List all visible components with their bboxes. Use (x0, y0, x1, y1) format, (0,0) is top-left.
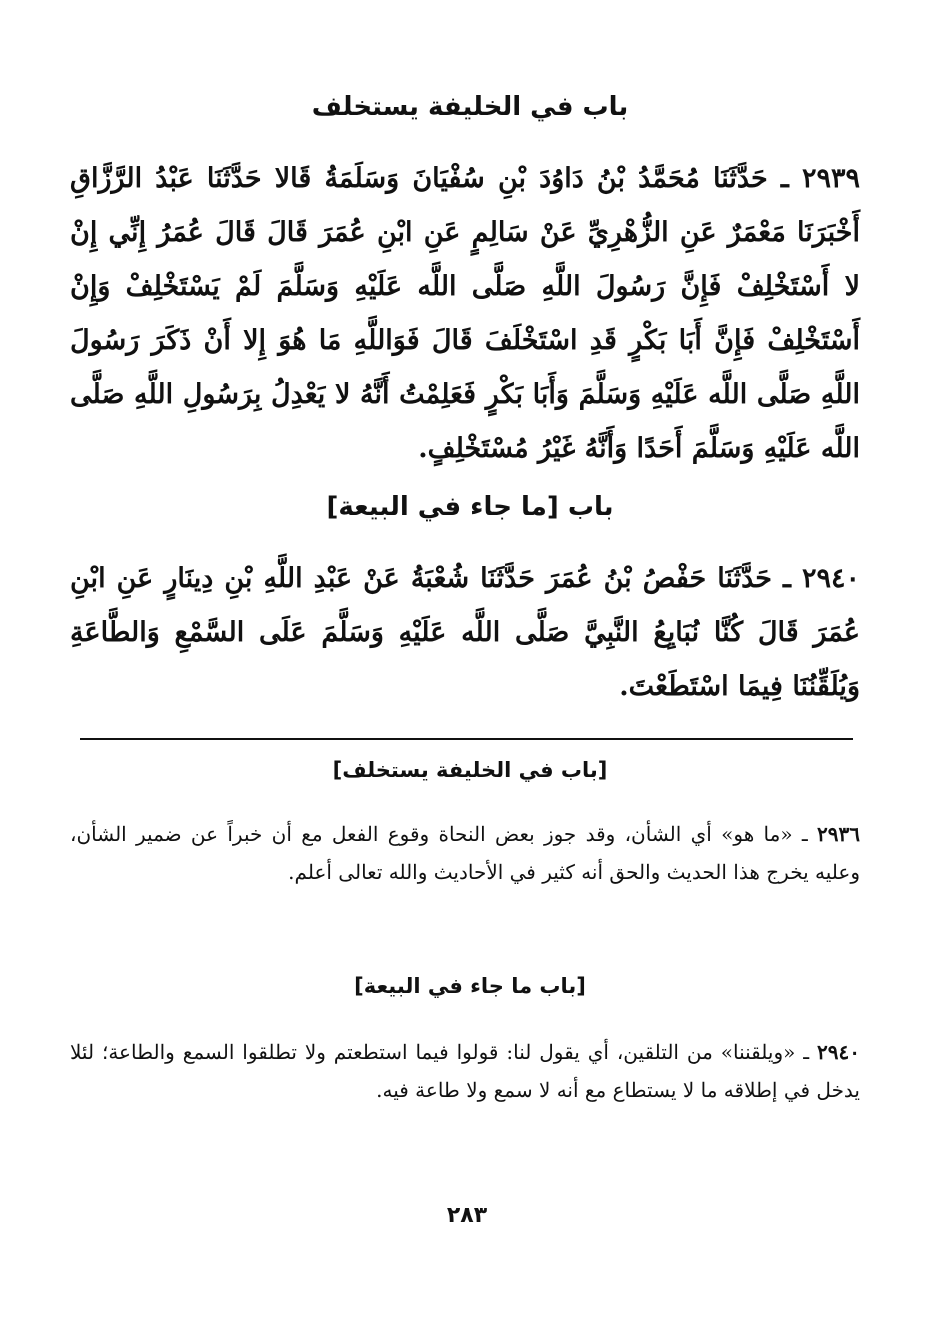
page-number: ٢٨٣ (446, 1203, 488, 1228)
note-2940 (70, 1033, 860, 1109)
hadith-number: ٢٩٣٩ (802, 163, 861, 194)
footnote-divider (80, 738, 853, 740)
note-2936 (70, 815, 860, 891)
note-number: ٢٩٣٦ (817, 822, 860, 846)
hadith-text: ـ حَدَّثَنَا مُحَمَّدُ بْنُ دَاوُدَ بْنِ سُفْيَانَ وَسَلَمَةُ قَالا حَدَّثَنَا عَبْدُ الرَّزَّاقِ أَخْبَرَنَا مَعْمَرٌ عَنِ الزُّهْرِيِّ عَنْ سَالِمٍ عَنِ ابْنِ عُمَرَ قَالَ قَالَ عُمَرُ إِنِّي إِنْ لا أَسْتَخْلِفْ فَإِنَّ رَسُولَ اللَّهِ صَلَّى اللَّه عَلَيْهِ وَسَلَّمَ لَمْ يَسْتَخْلِفْ وَإِنْ أَسْتَخْلِفْ فَإِنَّ أَبَا بَكْرٍ قَدِ اسْتَخْلَفَ قَالَ فَوَاللَّهِ مَا هُوَ إِلا أَنْ ذَكَرَ رَسُولَ اللَّهِ صَلَّى اللَّه عَلَيْهِ وَسَلَّمَ وَأَبَا بَكْرٍ فَعَلِمْتُ أَنَّهُ لا يَعْدِلُ بِرَسُولِ اللَّهِ صَلَّى اللَّه عَلَيْهِ وَسَلَّمَ أَحَدًا وَأَنَّهُ غَيْرُ مُسْتَخْلِفٍ. (70, 163, 860, 464)
hadith-2939 (70, 152, 860, 476)
hadith-number: ٢٩٤٠ (802, 563, 861, 594)
chapter-heading-caliph-succession: باب في الخليفة يستخلف (311, 92, 629, 122)
hadith-text: ـ حَدَّثَنَا حَفْصُ بْنُ عُمَرَ حَدَّثَنَا شُعْبَةُ عَنْ عَبْدِ اللَّهِ بْنِ دِينَارٍ عَنِ ابْنِ عُمَرَ قَالَ كُنَّا نُبَايِعُ النَّبِيَّ صَلَّى اللَّه عَلَيْهِ وَسَلَّمَ عَلَى السَّمْعِ وَالطَّاعَةِ وَيُلَقِّنُنَا فِيمَا اسْتَطَعْتَ. (70, 563, 860, 702)
note-heading-pledge: [باب ما جاء في البيعة] (354, 974, 586, 998)
note-number: ٢٩٤٠ (817, 1040, 861, 1064)
hadith-2940 (70, 552, 860, 714)
note-text: ـ «ويلقننا» من التلقين، أي يقول لنا: قولوا فيما استطعتم ولا تطلقوا السمع والطاعة؛ لئلا يدخل في إطلاقه ما لا يستطاع مع أنه لا سمع ولا طاعة فيه. (70, 1040, 860, 1102)
note-text: ـ «ما هو» أي الشأن، وقد جوز بعض النحاة وقوع الفعل مع أن خبراً عن ضمير الشأن، وعليه يخرج هذا الحديث والحق أنه كثير في الأحاديث والله تعالى أعلم. (70, 822, 860, 884)
chapter-heading-pledge: باب [ما جاء في البيعة] (326, 492, 614, 522)
note-heading-caliph-succession: [باب في الخليفة يستخلف] (332, 758, 608, 782)
